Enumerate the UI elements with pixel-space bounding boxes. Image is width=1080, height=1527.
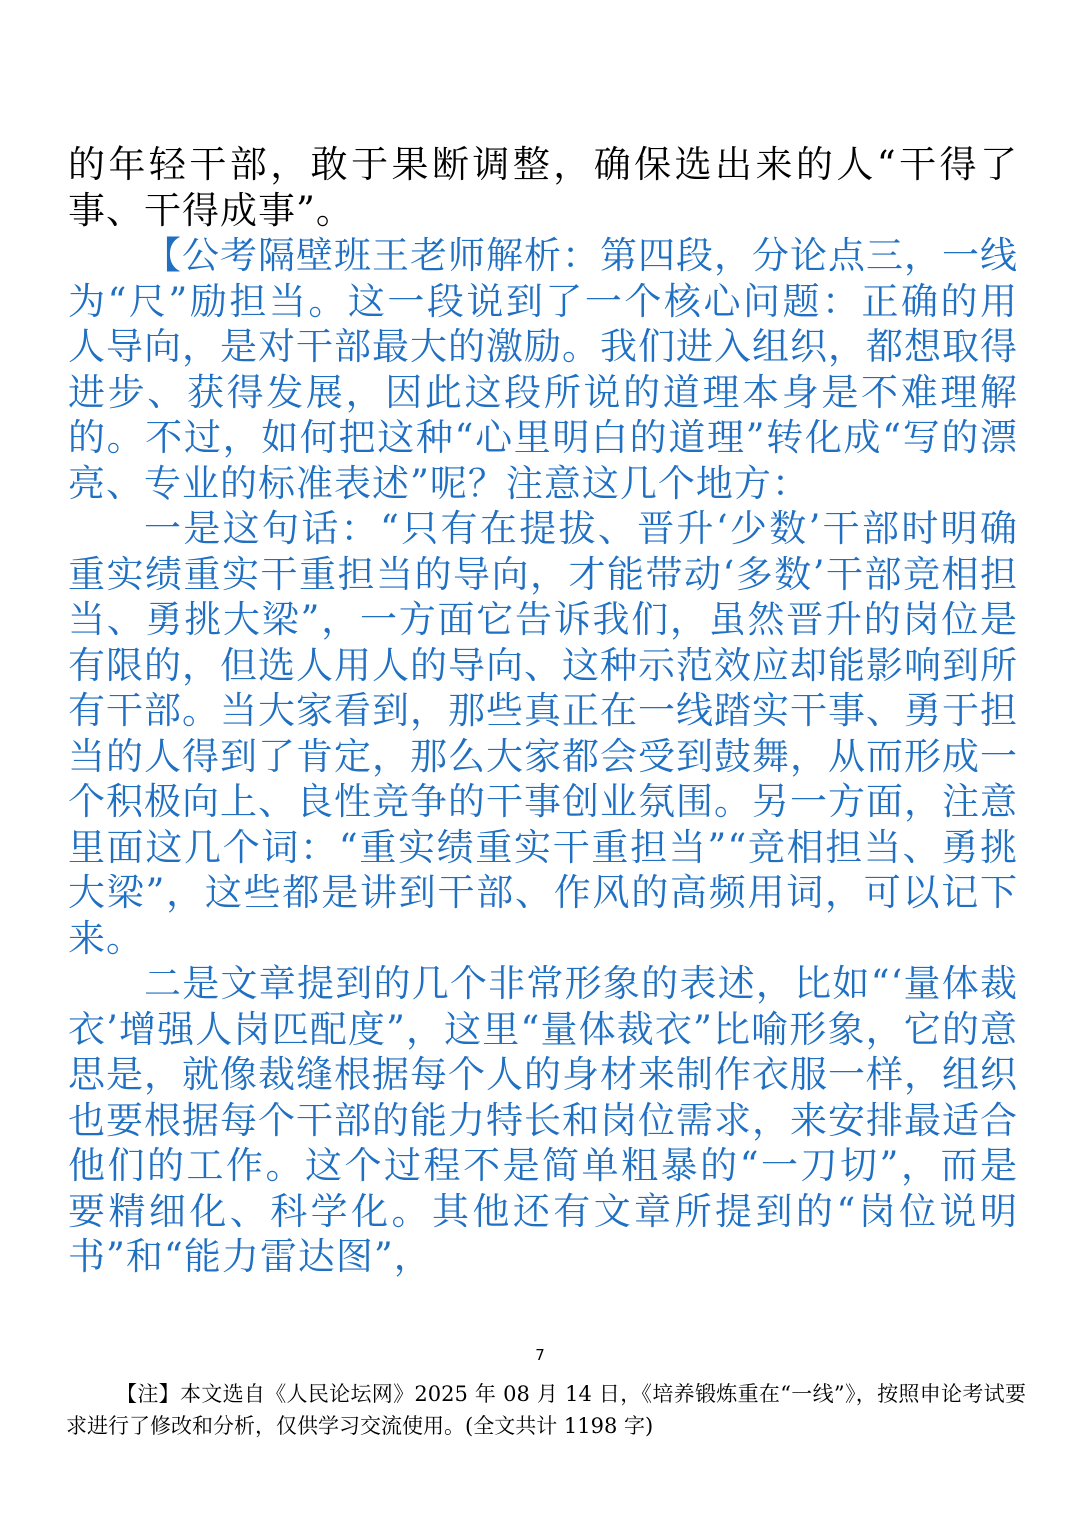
analysis-point-two: 二是文章提到的几个非常形象的表述，比如“‘量体裁衣’增强人岗匹配度”，这里“量体裁衣”比喻形象，它的意思是，就像裁缝根据每个人的身材来制作衣服一样，组织也要根据每个干部的能力特长和岗位需求，来安排最适合他们的工作。这个过程不是简单粗暴的“一刀切”，而是要精细化、科学化。其他还有文章所提到的“岗位说明书”和“能力雷达图”， (68, 962, 1018, 1278)
analysis-point-one: 一是这句话：“只有在提拔、晋升‘少数’干部时明确重实绩重实干重担当的导向，才能带动‘多数’干部竞相担当、勇挑大梁”，一方面它告诉我们，虽然晋升的岗位是有限的，但选人用人的导向、这种示范效应却能影响到所有干部。当大家看到，那些真正在一线踏实干事、勇于担当的人得到了肯定，那么大家都会受到鼓舞，从而形成一个积极向上、良性竞争的干事创业氛围。另一方面，注意里面这几个词：“重实绩重实干重担当”“竞相担当、勇挑大梁”，这些都是讲到干部、作风的高频用词，可以记下来。 (68, 507, 1018, 960)
analysis-intro-paragraph: 【公考隔壁班王老师解析：第四段，分论点三，一线为“尺”励担当。这一段说到了一个核心问题：正确的用人导向，是对干部最大的激励。我们进入组织，都想取得进步、获得发展，因此这段所说的道理本身是不难理解的。不过，如何把这种“心里明白的道理”转化成“写的漂亮、专业的标准表述”呢？注意这几个地方： (68, 234, 1018, 505)
source-footnote: 【注】本文选自《人民论坛网》2025 年 08 月 14 日，《培养锻炼重在“一线”》，按照申论考试要求进行了修改和分析，仅供学习交流使用。(全文共计 1198 字) (66, 1382, 1026, 1438)
article-body (68, 142, 1018, 1280)
article-paragraph: 的年轻干部，敢于果断调整，确保选出来的人“干得了事、干得成事”。 (68, 143, 1018, 232)
page-number: 7 (535, 1346, 545, 1364)
